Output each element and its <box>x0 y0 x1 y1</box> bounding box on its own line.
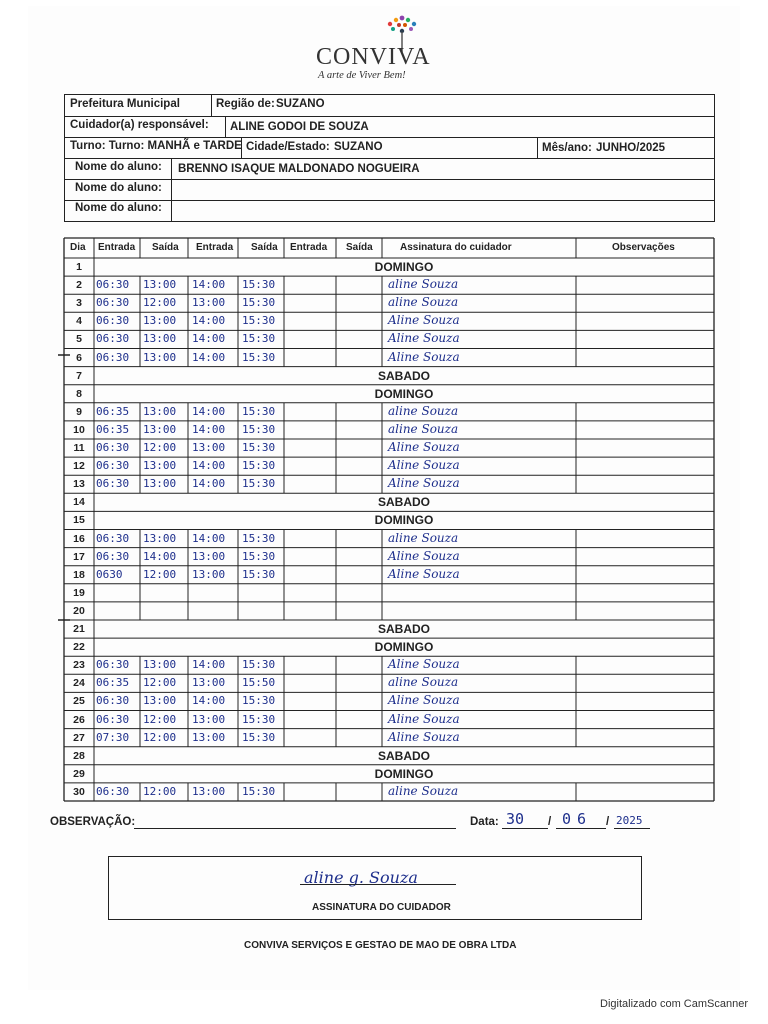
time-entry: 15:30 <box>242 422 276 436</box>
weekend-label: DOMINGO <box>374 640 434 655</box>
column-header: Saída <box>346 242 373 253</box>
day-number: 7 <box>76 369 82 382</box>
caregiver-signature: aline Souza <box>388 403 459 418</box>
time-entry: 13:00 <box>192 567 226 581</box>
column-header: Saída <box>251 242 278 253</box>
time-entry: 06:30 <box>96 694 130 708</box>
company-name: CONVIVA SERVIÇOS E GESTAO DE MAO DE OBRA LTDA <box>244 940 517 951</box>
time-entry: 15:30 <box>242 549 276 563</box>
time-entry: 06:30 <box>96 784 130 798</box>
day-number: 27 <box>73 731 85 744</box>
time-entry: 06:30 <box>96 531 130 545</box>
observacao-label: OBSERVAÇÃO: <box>50 816 136 828</box>
day-number: 15 <box>73 514 85 527</box>
aluno-label-3: Nome do aluno: <box>75 202 162 214</box>
time-entry: 0630 <box>96 567 123 581</box>
day-number: 11 <box>73 442 85 454</box>
prefeitura-label: Prefeitura Municipal <box>70 98 180 110</box>
time-entry: 15:30 <box>242 314 276 328</box>
signature-caption: ASSINATURA DO CUIDADOR <box>312 902 451 913</box>
time-entry: 12:00 <box>143 296 177 310</box>
caregiver-signature: aline Souza <box>388 530 459 545</box>
aluno-label-1: Nome do aluno: <box>75 161 162 173</box>
time-entry: 15:50 <box>242 676 276 690</box>
time-entry: 15:30 <box>242 332 276 346</box>
weekend-label: DOMINGO <box>374 260 434 274</box>
caregiver-signature: aline Souza <box>388 675 459 690</box>
aluno-value-1: BRENNO ISAQUE MALDONADO NOGUEIRA <box>178 163 420 175</box>
caregiver-signature: Aline Souza <box>388 440 460 454</box>
time-entry: 14:00 <box>192 531 226 545</box>
cidade-label: Cidade/Estado: <box>246 141 330 153</box>
data-label: Data: <box>470 816 499 828</box>
day-number: 1 <box>76 261 82 273</box>
column-header: Observações <box>612 242 675 253</box>
weekend-label: SABADO <box>377 368 430 383</box>
camscanner-watermark: Digitalizado com CamScanner <box>600 998 748 1010</box>
time-entry: 13:00 <box>143 477 177 491</box>
day-number: 6 <box>76 351 82 364</box>
day-number: 29 <box>73 767 85 780</box>
time-entry: 13:00 <box>192 712 226 726</box>
caregiver-signature: Aline Souza <box>388 657 460 672</box>
day-number: 24 <box>73 677 85 690</box>
caregiver-signature: aline Souza <box>388 277 459 292</box>
day-number: 21 <box>73 623 85 635</box>
cuidador-label: Cuidador(a) responsável: <box>70 119 209 131</box>
time-entry: 14:00 <box>192 422 226 436</box>
date-month: 06 <box>562 810 593 828</box>
brand-tagline: A arte de Viver Bem! <box>318 70 406 81</box>
date-day: 30 <box>506 810 525 828</box>
day-number: 10 <box>73 423 85 436</box>
caregiver-signature: aline Souza <box>388 295 459 310</box>
day-number: 2 <box>76 279 82 292</box>
caregiver-signature: aline Souza <box>388 783 459 798</box>
time-entry: 12:00 <box>143 784 177 798</box>
caregiver-signature: Aline Souza <box>388 331 460 346</box>
time-entry: 13:00 <box>192 296 226 310</box>
day-number: 4 <box>76 315 82 328</box>
weekend-label: DOMINGO <box>374 513 434 528</box>
caregiver-signature: aline g. Souza <box>304 868 418 887</box>
time-entry: 06:30 <box>96 549 130 563</box>
time-entry: 13:00 <box>143 314 177 328</box>
day-number: 9 <box>76 405 82 418</box>
column-header: Entrada <box>98 242 136 253</box>
time-entry: 12:00 <box>143 567 177 581</box>
time-entry: 06:35 <box>96 404 130 418</box>
time-entry: 12:00 <box>143 441 177 454</box>
regiao-label: Região de: <box>216 98 275 110</box>
cidade-value: SUZANO <box>334 141 383 153</box>
time-entry: 15:30 <box>242 477 276 491</box>
brand-name: CONVIVA <box>316 44 431 70</box>
time-entry: 15:30 <box>242 296 276 310</box>
weekend-label: SABADO <box>377 495 430 510</box>
time-entry: 13:00 <box>143 459 177 473</box>
day-number: 17 <box>73 550 85 563</box>
column-header: Entrada <box>290 242 328 253</box>
weekend-label: SABADO <box>377 622 430 636</box>
time-entry: 06:30 <box>96 314 130 328</box>
time-entry: 06:30 <box>96 350 130 364</box>
caregiver-signature: Aline Souza <box>388 476 460 491</box>
day-number: 14 <box>73 496 85 509</box>
time-entry: 06:30 <box>96 441 130 454</box>
time-entry: 15:30 <box>242 441 276 454</box>
column-header: Dia <box>70 242 86 253</box>
time-entry: 14:00 <box>143 549 177 563</box>
caregiver-signature: Aline Souza <box>388 458 460 473</box>
observacao-line <box>134 828 456 829</box>
cuidador-value: ALINE GODOI DE SOUZA <box>230 121 369 133</box>
time-entry: 06:35 <box>96 422 130 436</box>
time-entry: 15:30 <box>242 350 276 364</box>
time-entry: 12:00 <box>143 676 177 690</box>
caregiver-signature: aline Souza <box>388 421 459 436</box>
caregiver-signature: Aline Souza <box>388 566 460 581</box>
time-entry: 13:00 <box>143 350 177 364</box>
time-entry: 15:30 <box>242 784 276 798</box>
time-entry: 14:00 <box>192 332 226 346</box>
turno-field: Turno: Turno: MANHÃ e TARDE <box>70 140 242 152</box>
day-number: 5 <box>76 333 82 346</box>
mesano-value: JUNHO/2025 <box>596 142 666 154</box>
caregiver-signature: Aline Souza <box>388 313 460 328</box>
time-entry: 13:00 <box>143 278 177 292</box>
time-entry: 15:30 <box>242 694 276 708</box>
time-entry: 14:00 <box>192 350 226 364</box>
day-number: 19 <box>73 586 85 599</box>
time-entry: 14:00 <box>192 278 226 292</box>
time-entry: 13:00 <box>192 549 226 563</box>
caregiver-signature: Aline Souza <box>388 711 460 726</box>
day-number: 26 <box>73 713 85 726</box>
time-entry: 06:30 <box>96 296 130 310</box>
caregiver-signature: Aline Souza <box>388 693 460 708</box>
day-number: 16 <box>73 532 85 545</box>
day-number: 8 <box>76 387 82 400</box>
time-entry: 15:30 <box>242 730 276 744</box>
time-entry: 06:30 <box>96 477 130 491</box>
day-number: 25 <box>73 695 85 708</box>
time-entry: 15:30 <box>242 567 276 581</box>
column-header: Assinatura do cuidador <box>400 242 512 253</box>
time-entry: 12:00 <box>143 712 177 726</box>
time-entry: 06:30 <box>96 278 130 292</box>
date-year: 2025 <box>616 814 643 827</box>
time-entry: 14:00 <box>192 404 226 418</box>
time-entry: 15:30 <box>242 459 276 473</box>
time-entry: 14:00 <box>192 658 226 672</box>
caregiver-signature: Aline Souza <box>388 349 460 364</box>
time-entry: 06:30 <box>96 712 130 726</box>
day-number: 12 <box>73 460 85 473</box>
time-entry: 06:35 <box>96 676 130 690</box>
time-entry: 14:00 <box>192 694 226 708</box>
time-entry: 13:00 <box>143 694 177 708</box>
time-entry: 13:00 <box>143 422 177 436</box>
time-entry: 06:30 <box>96 332 130 346</box>
time-entry: 13:00 <box>192 441 226 454</box>
time-entry: 06:30 <box>96 459 130 473</box>
time-entry: 13:00 <box>143 404 177 418</box>
time-entry: 13:00 <box>192 676 226 690</box>
day-number: 13 <box>73 478 85 491</box>
weekend-label: DOMINGO <box>374 386 434 401</box>
caregiver-signature: Aline Souza <box>388 548 460 563</box>
day-number: 20 <box>73 604 85 617</box>
time-entry: 14:00 <box>192 477 226 491</box>
time-entry: 13:00 <box>143 658 177 672</box>
day-number: 28 <box>73 749 85 762</box>
day-number: 3 <box>76 297 82 310</box>
caregiver-signature: Aline Souza <box>388 729 460 744</box>
time-entry: 12:00 <box>143 730 177 744</box>
day-number: 30 <box>73 785 85 798</box>
mesano-label: Mês/ano: <box>542 142 592 154</box>
weekend-label: SABADO <box>377 748 430 763</box>
time-entry: 13:00 <box>192 730 226 744</box>
time-entry: 15:30 <box>242 712 276 726</box>
column-header: Entrada <box>196 242 234 253</box>
time-entry: 13:00 <box>143 332 177 346</box>
column-header: Saída <box>152 242 179 253</box>
time-entry: 15:30 <box>242 658 276 672</box>
time-entry: 15:30 <box>242 404 276 418</box>
time-entry: 14:00 <box>192 314 226 328</box>
regiao-value: SUZANO <box>276 98 325 110</box>
day-number: 18 <box>73 568 85 581</box>
time-entry: 13:00 <box>192 784 226 798</box>
time-entry: 07:30 <box>96 730 130 744</box>
weekend-label: DOMINGO <box>374 766 434 781</box>
time-entry: 15:30 <box>242 531 276 545</box>
day-number: 23 <box>73 659 85 672</box>
time-entry: 15:30 <box>242 278 276 292</box>
day-number: 22 <box>73 641 85 654</box>
time-entry: 06:30 <box>96 658 130 672</box>
time-entry: 14:00 <box>192 459 226 473</box>
aluno-label-2: Nome do aluno: <box>75 182 162 194</box>
time-entry: 13:00 <box>143 531 177 545</box>
